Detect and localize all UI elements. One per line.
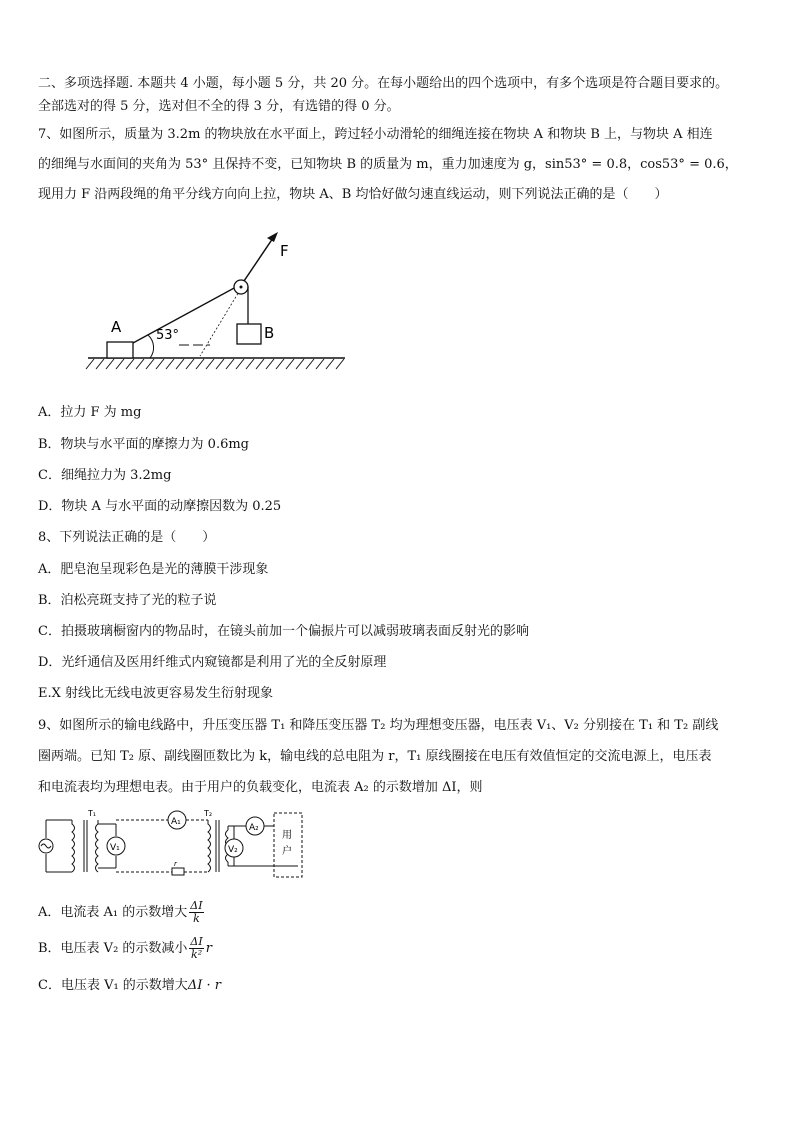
q9-option-b-tail: r [205, 941, 212, 956]
user-label-1: 用 [282, 830, 292, 841]
q7-option-c: C．细绳拉力为 3.2mg [38, 468, 172, 483]
q9-option-c-tail: ΔI · r [187, 978, 221, 993]
block-b [237, 324, 261, 344]
q9-option-b-text: B．电压表 V₂ 的示数减小 [38, 941, 188, 956]
q9-stem-line-3: 和电流表均为理想电表。由于用户的负载变化，电流表 A₂ 的示数增加 ΔI，则 [38, 780, 483, 795]
q9-circuit-figure [36, 806, 312, 884]
q9-option-c [38, 977, 221, 995]
q7-figure [80, 228, 360, 378]
v2-label: V₂ [228, 845, 238, 855]
a1-label: A₁ [171, 817, 181, 827]
q9-option-c-text: C．电压表 V₁ 的示数增大 [38, 978, 188, 993]
section-header-line-2: 全部选对的得 5 分，选对但不全的得 3 分，有选错的得 0 分。 [38, 99, 400, 114]
label-a: A [111, 318, 122, 336]
line-resistor-r [172, 868, 184, 875]
a2-label: A₂ [249, 823, 259, 833]
q7-stem-line-2: 的细绳与水面间的夹角为 53° 且保持不变，已知物块 B 的质量为 m，重力加速度为 g，sin53° = 0.8，cos53° = 0.6， [38, 157, 738, 172]
angle-label: 53° [156, 328, 180, 343]
q9-option-b-fraction: $\frac{\Delta I}{\text{k²}}$ [190, 935, 203, 961]
user-label-2: 户 [282, 846, 292, 857]
q8-stem: 8、下列说法正确的是（ ） [38, 530, 216, 545]
q8-option-b: B．泊松亮斑支持了光的粒子说 [38, 593, 217, 608]
t1-label: T₁ [88, 809, 97, 818]
q7-stem-line-1: 7、如图所示，质量为 3.2m 的物块放在水平面上，跨过轻小动滑轮的细绳连接在物块 A 和物块 B 上，与物块 A 相连 [38, 127, 713, 142]
q7-option-b: B．物块与水平面的摩擦力为 0.6mg [38, 437, 250, 452]
q9-option-a-text: A．电流表 A₁ 的示数增大 [38, 905, 188, 920]
section-header-line-1: 二、多项选择题. 本题共 4 小题，每小题 5 分，共 20 分。在每小题给出的四个选项中，有多个选项是符合题目要求的。 [38, 76, 729, 91]
q9-option-b [38, 934, 212, 964]
q9-stem-line-1: 9、如图所示的输电线路中，升压变压器 T₁ 和降压变压器 T₂ 均为理想变压器，电压表 V₁、V₂ 分别接在 T₁ 和 T₂ 副线 [38, 718, 719, 733]
v1-label: V₁ [110, 843, 120, 853]
label-b: B [264, 324, 275, 342]
r-label: r [174, 860, 177, 868]
block-a [107, 342, 133, 358]
q8-option-d: D．光纤通信及医用纤维式内窥镜都是利用了光的全反射原理 [38, 655, 387, 670]
q9-option-a-fraction: $\frac{\Delta I}{k}$ [190, 899, 203, 925]
q8-option-e: E.X 射线比无线电波更容易发生衍射现象 [38, 686, 274, 701]
user-load-box [274, 813, 302, 877]
t2-label: T₂ [204, 809, 213, 818]
q7-option-d: D．物块 A 与水平面的动摩擦因数为 0.25 [38, 499, 282, 514]
q8-option-a: A．肥皂泡呈现彩色是光的薄膜干涉现象 [38, 562, 269, 577]
q7-stem-line-3: 现用力 F 沿两段绳的角平分线方向向上拉，物块 A、B 均恰好做匀速直线运动，则下列说法正确的是（ ） [38, 187, 668, 202]
q9-option-a [38, 898, 206, 928]
label-f: F [280, 242, 289, 260]
q8-option-c: C．拍摄玻璃橱窗内的物品时，在镜头前加一个偏振片可以减弱玻璃表面反射光的影响 [38, 624, 529, 639]
q9-stem-line-2: 圈两端。已知 T₂ 原、副线圈匝数比为 k，输电线的总电阻为 r，T₁ 原线圈接在电压有效值恒定的交流电源上，电压表 [38, 749, 712, 764]
q7-option-a: A．拉力 F 为 mg [38, 405, 142, 420]
